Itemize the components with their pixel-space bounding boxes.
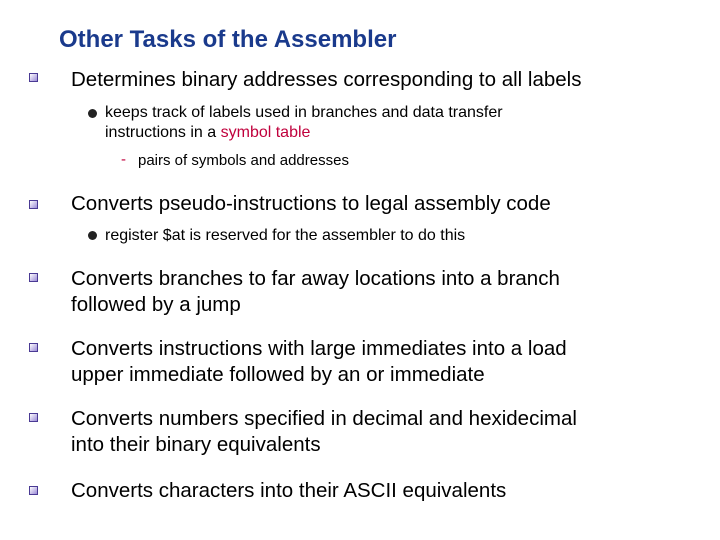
bullet-item-line: Converts instructions with large immediates into a load — [71, 337, 567, 360]
square-bullet-icon — [29, 273, 38, 282]
square-bullet-icon — [29, 413, 38, 422]
bullet-item-line: Converts branches to far away locations into a branch — [71, 267, 560, 290]
bullet-item: Determines binary addresses corresponding to all labels — [71, 68, 582, 91]
bullet-item-line: into their binary equivalents — [71, 433, 321, 456]
square-bullet-icon — [29, 73, 38, 82]
sub-sub-bullet-line: pairs of symbols and addresses — [138, 152, 349, 169]
square-bullet-icon — [29, 486, 38, 495]
dash-bullet-icon: - — [121, 151, 126, 168]
slide-title: Other Tasks of the Assembler — [59, 26, 397, 53]
round-bullet-icon — [88, 231, 97, 240]
bullet-item: Converts characters into their ASCII equivalents — [71, 479, 507, 502]
round-bullet-icon — [88, 109, 97, 118]
bullet-item-line: Converts numbers specified in decimal and hexidecimal — [71, 407, 577, 430]
sub-bullet-line: register $at is reserved for the assembler to do this — [105, 227, 466, 244]
sub-bullet-line: keeps track of labels used in branches and data transfer — [105, 104, 503, 121]
square-bullet-icon — [29, 343, 38, 352]
bullet-item: Converts pseudo-instructions to legal assembly code — [71, 192, 551, 215]
sub-bullet-line — [105, 123, 310, 142]
bullet-item-line: followed by a jump — [71, 293, 241, 316]
sub-bullet-text: instructions in a — [105, 124, 221, 141]
square-bullet-icon — [29, 200, 38, 209]
bullet-item-line: upper immediate followed by an or immediate — [71, 363, 485, 386]
symbol-table-highlight: symbol table — [220, 124, 311, 141]
